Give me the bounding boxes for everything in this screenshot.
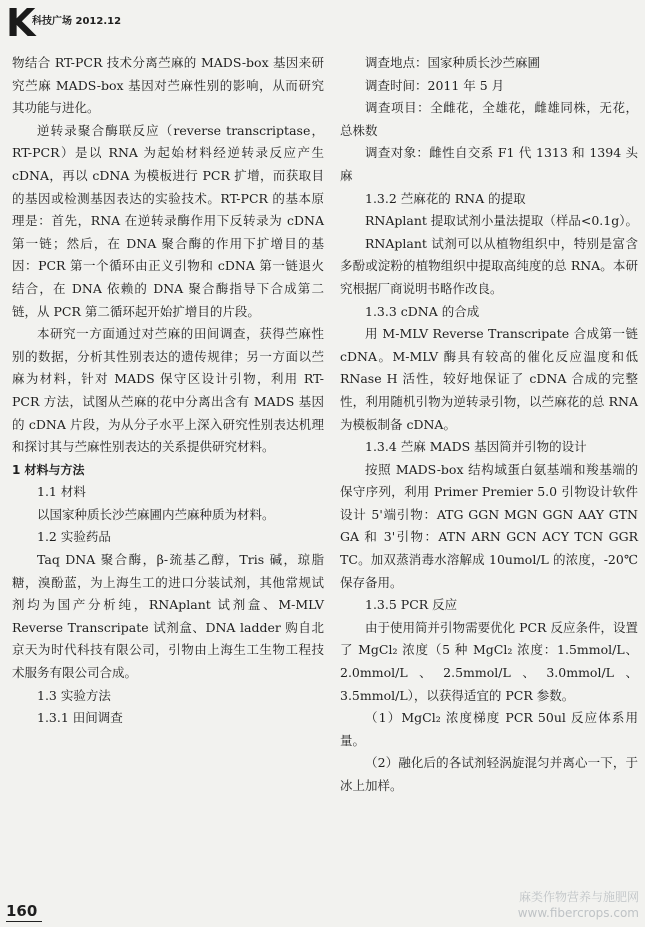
- section-heading: 1 材料与方法: [12, 462, 85, 477]
- subsection-heading: 1.3.1 田间调查: [37, 710, 123, 726]
- paragraph: Taq DNA 聚合酶，β-巯基乙醇，Tris 碱，琼脂糖，溴酚蓝，为上海生工的进口分装试剂，其他常规试剂均为国产分析纯，RNAplant 试剂盒、M-MLV Reverse Transcripate 试剂盒、DNA ladder 购自北京天为时代科技有限公司，引物由上海生工生物工程技术服务有限公司合成。: [12, 552, 324, 681]
- page-number-rule: [6, 921, 42, 922]
- paragraph: 调查时间：2011 年 5 月: [365, 77, 505, 93]
- subsection-heading: 1.2 实验药品: [37, 529, 111, 545]
- paragraph: （1）MgCl₂ 浓度梯度 PCR 50ul 反应体系用量。: [340, 710, 638, 748]
- paragraph: 用 M-MLV Reverse Transcripate 合成第一链 cDNA。M-MLV 酶具有较高的催化反应温度和低 RNase H 活性，较好地保证了 cDNA 合成的完整性，利用随机引物为逆转录引物，以苎麻花的总 RNA 为模板制备 cDNA。: [340, 326, 638, 432]
- watermark-url: www.fibercrops.com: [517, 906, 639, 920]
- paragraph: （2）融化后的各试剂轻涡旋混匀并离心一下，于冰上加样。: [340, 755, 638, 793]
- column-and-date: 科技广场 2012.12: [32, 16, 122, 27]
- subsection-heading: 1.3 实验方法: [37, 687, 111, 703]
- subsection-heading: 1.3.3 cDNA 的合成: [365, 303, 480, 319]
- paragraph: RNAplant 提取试剂小量法提取（样品<0.1g）。: [365, 213, 638, 229]
- paragraph: 物结合 RT-PCR 技术分离苎麻的 MADS-box 基因来研究苎麻 MADS-box 基因对苎麻性别的影响，从而研究其功能与进化。: [12, 55, 324, 116]
- paragraph: 以国家种质长沙苎麻圃内苎麻种质为材料。: [37, 506, 275, 522]
- watermark: [518, 889, 639, 921]
- subsection-heading: 1.3.2 苎麻花的 RNA 的提取: [365, 190, 526, 206]
- journal-logo: K: [6, 1, 34, 45]
- journal-header: [6, 1, 306, 45]
- paragraph: 按照 MADS-box 结构域蛋白氨基端和羧基端的保守序列，利用 Primer Premier 5.0 引物设计软件设计 5'端引物：ATG GGN MGN GGN AAY GTN GA 和 3'引物：ATN ARN GCN ACY TCN GGR TC。加双蒸消毒水溶解成 10umol/L 的浓度，-20℃保存备用。: [340, 461, 638, 590]
- page-number: 160: [6, 902, 38, 920]
- watermark-site-name: 麻类作物营养与施肥网: [518, 890, 639, 904]
- paragraph: RNAplant 试剂可以从植物组织中，特别是富含多酚或淀粉的植物组织中提取高纯度的总 RNA。本研究根据厂商说明书略作改良。: [340, 235, 638, 296]
- subsection-heading: 1.1 材料: [37, 484, 86, 500]
- right-column: [340, 52, 638, 798]
- subsection-heading: 1.3.5 PCR 反应: [365, 597, 458, 613]
- left-column: [12, 52, 324, 730]
- subsection-heading: 1.3.4 苎麻 MADS 基因简并引物的设计: [365, 439, 587, 455]
- paragraph: 本研究一方面通过对苎麻的田间调查，获得苎麻性别的数据，分析其性别表达的遗传规律；另一方面以苎麻为材料，针对 MADS 保守区设计引物，利用 RT-PCR 方法，试图从苎麻的花中分离出含有 MADS 基因的 cDNA 片段，为从分子水平上深入研究性别表达机理和探讨其与苎麻性别表达的关系提供研究材料。: [12, 326, 324, 455]
- paragraph: 逆转录聚合酶联反应（reverse transcriptase，RT-PCR）是以 RNA 为起始材料经逆转录反应产生 cDNA，再以 cDNA 为模板进行 PCR 扩增，而获取目的基因或检测基因表达的实验技术。RT-PCR 的基本原理是：首先，RNA 在逆转录酶作用下反转录为 cDNA 第一链；然后，在 DNA 聚合酶的作用下扩增目的基因：PCR 第一个循环由正义引物和 cDNA 第一链退火结合，在 DNA 依赖的 DNA 聚合酶指导下合成第二链，从 PCR 第二循环起开始扩增目的片段。: [12, 122, 324, 319]
- paragraph: 调查地点：国家种质长沙苎麻圃: [365, 55, 541, 70]
- paragraph: 调查项目：全雌花，全雄花，雌雄同株，无花，总株数: [340, 100, 638, 138]
- paragraph: 调查对象：雌性自交系 F1 代 1313 和 1394 头麻: [340, 145, 638, 183]
- paragraph: 由于使用简并引物需要优化 PCR 反应条件，设置了 MgCl₂ 浓度（5 种 MgCl₂ 浓度：1.5mmol/L、2.0mmol/L、2.5mmol/L、3.0mmol/L、3.5mmol/L），以获得适宜的 PCR 参数。: [340, 619, 638, 703]
